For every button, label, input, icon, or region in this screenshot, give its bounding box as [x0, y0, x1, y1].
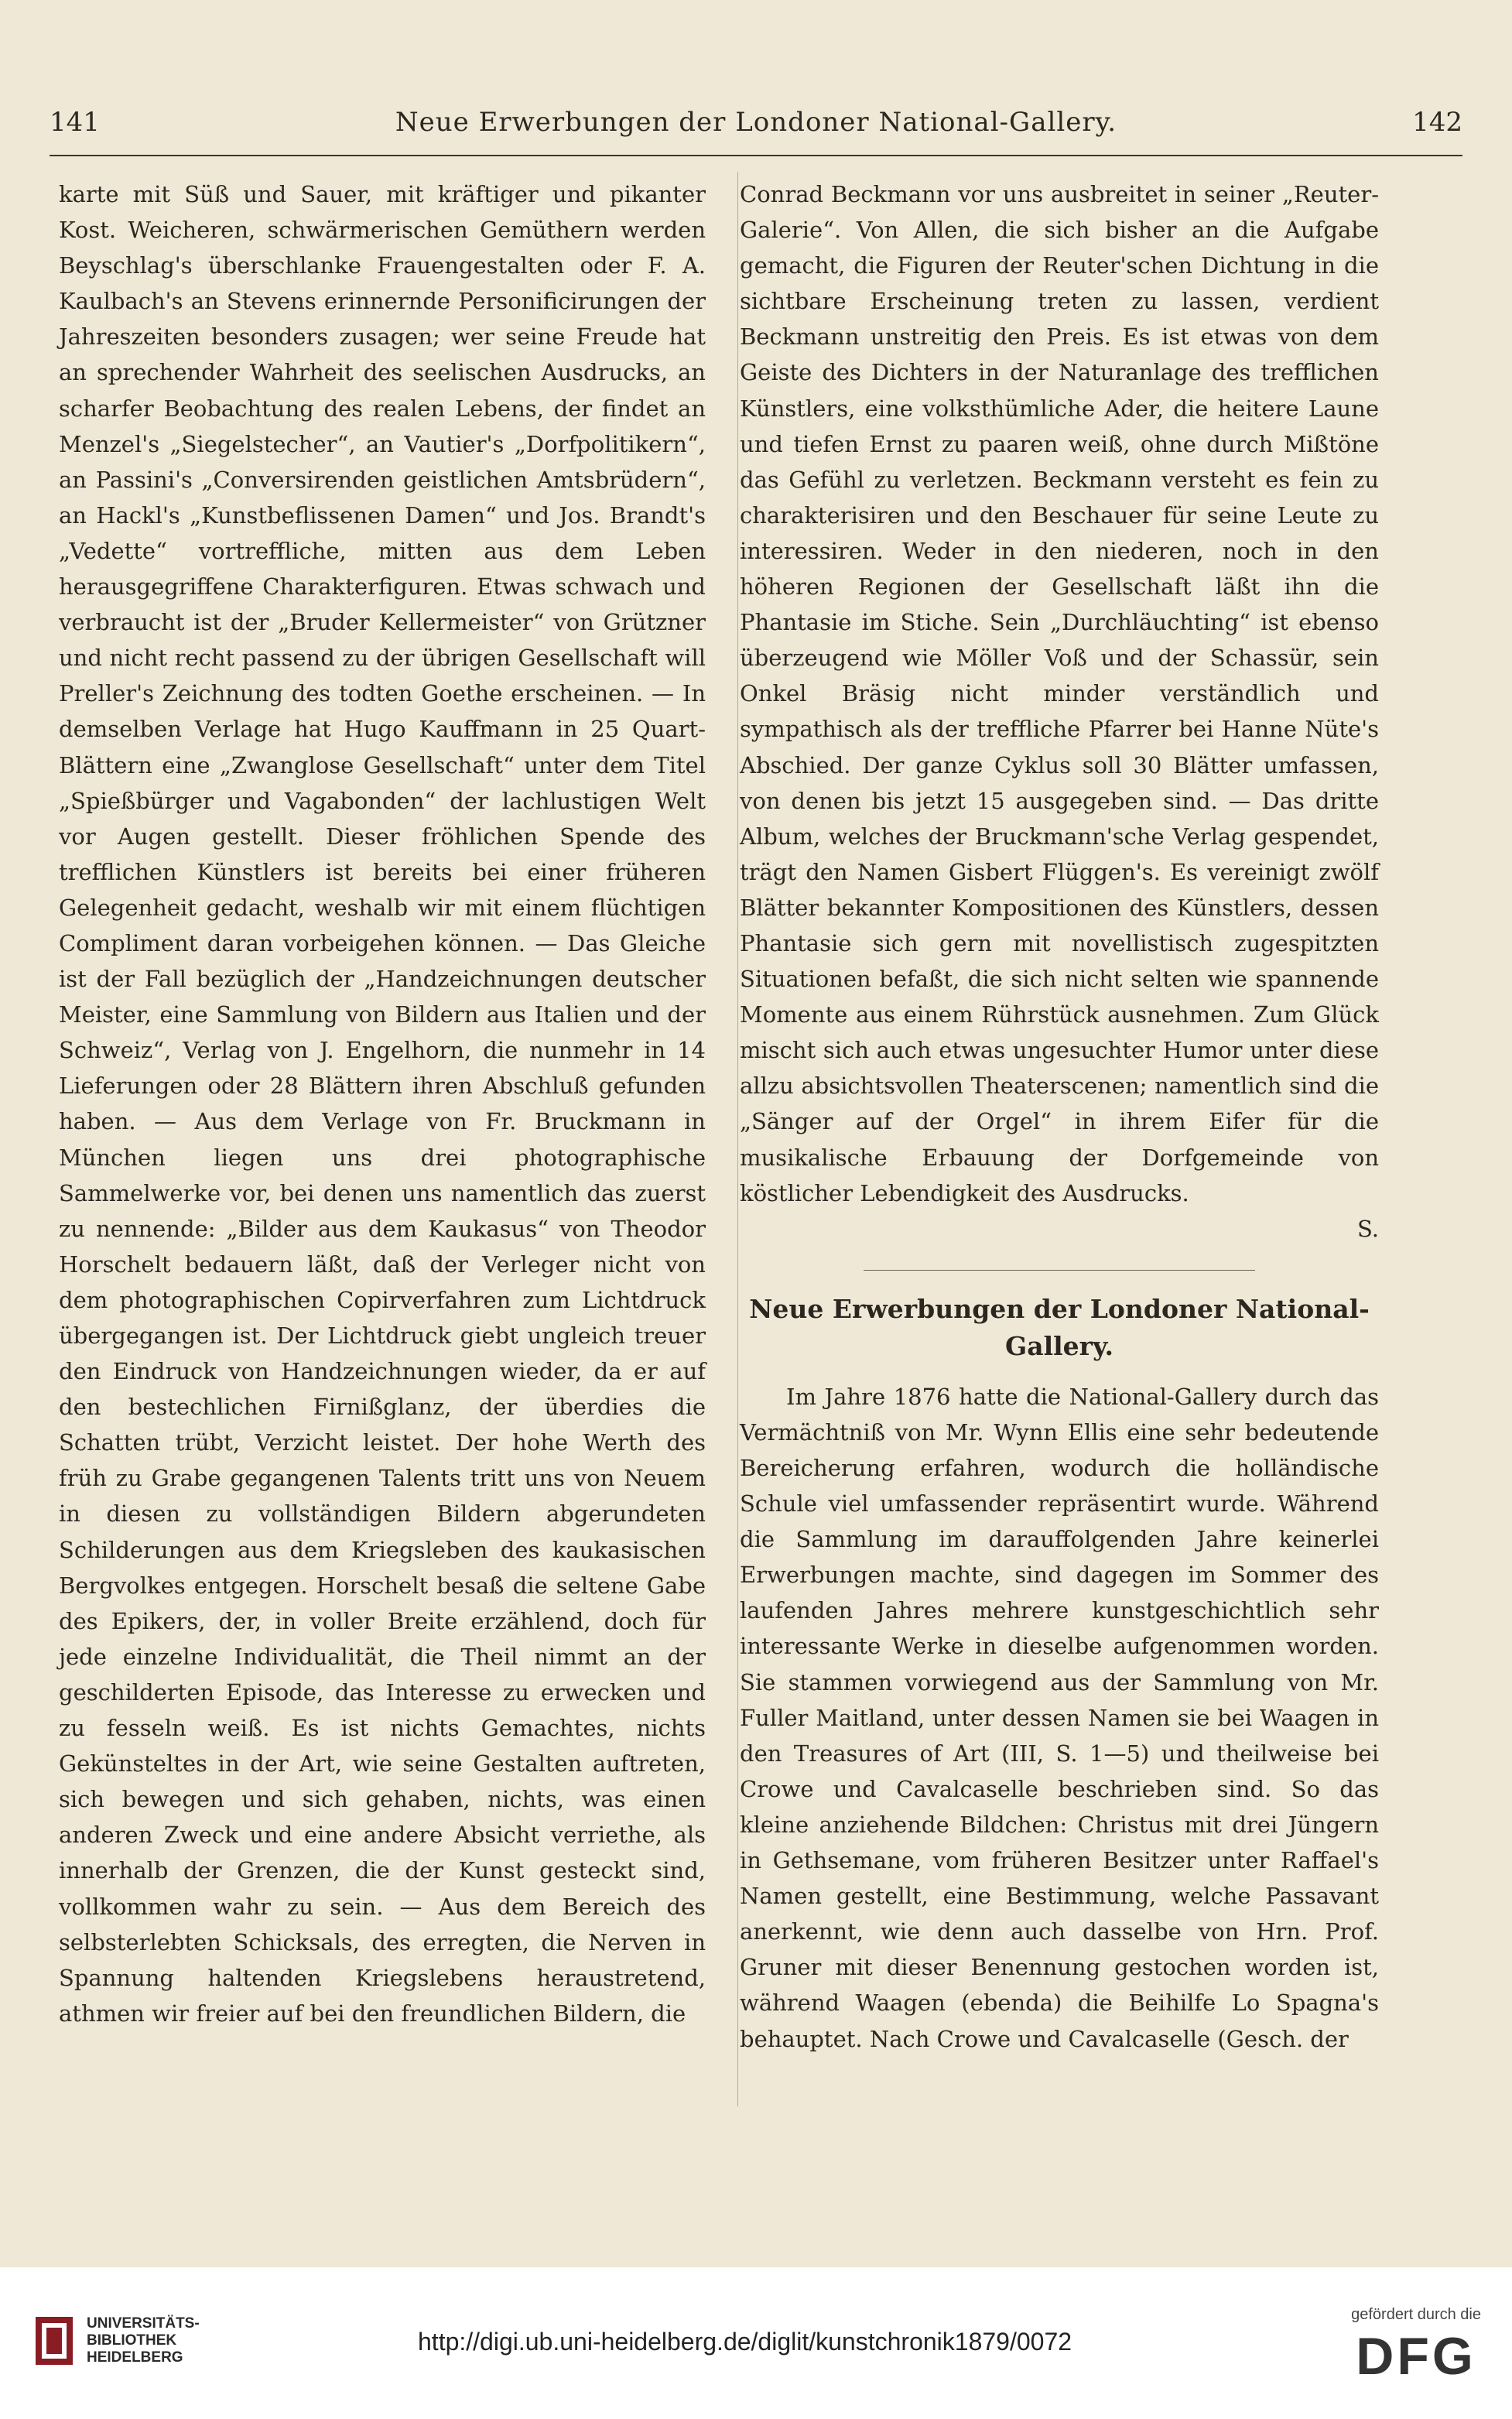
- library-name-line3: HEIDELBERG: [87, 2349, 183, 2366]
- right-paragraph-1: Conrad Beckmann vor uns ausbreitet in seiner „Reuter-Galerie“. Von Allen, die sich bisher an die Aufgabe gemacht, die Figuren der Reuter'schen Dichtung in die sichtbare Erscheinung treten zu lassen, verdient Beckmann unstreitig den Preis. Es ist etwas von dem Geiste des Dichters in der Naturanlage des trefflichen Künstlers, eine volksthümliche Ader, die heitere Laune und tiefen Ernst zu paaren weiß, ohne durch Mißtöne das Gefühl zu verletzen. Beckmann versteht es fein zu charakterisiren und den Beschauer für seine Leute zu interessiren. Weder in den niederen, noch in den höheren Regionen der Gesellschaft läßt ihn die Phantasie im Stiche. Sein „Durchläuchting“ ist ebenso überzeugend wie Möller Voß und der Schassür, sein Onkel Bräsig nicht minder verständlich und sympathisch als der treffliche Pfarrer bei Hanne Nüte's Abschied. Der ganze Cyklus soll 30 Blätter umfassen, von denen bis jetzt 15 ausgegeben sind. — Das dritte Album, welches der Bruckmann'sche Verlag gespendet, trägt den Namen Gisbert Flüggen's. Es vereinigt zwölf Blätter bekannter Kompositionen des Künstlers, dessen Phantasie sich gern mit novellistisch zugespitzten Situationen befaßt, die sich nicht selten wie spannende Momente aus einem Rührstück ausnehmen. Zum Glück mischt sich auch etwas ungesuchter Humor unter diese allzu absichtsvollen Theaterscenen; namentlich sind die „Sänger auf der Orgel“ in ihrem Eifer für die musikalische Erbauung der Dorfgemeinde von köstlicher Lebendigkeit des Ausdrucks.: [740, 181, 1379, 1206]
- funder-block[interactable]: [1351, 2306, 1481, 2384]
- section-title: Neue Erwerbungen der Londoner National-Gallery.: [749, 1293, 1370, 1361]
- right-column: [740, 176, 1379, 2057]
- author-signature: S.: [1356, 1215, 1379, 1242]
- right-paragraph-2: Im Jahre 1876 hatte die National-Gallery durch das Vermächtniß von Mr. Wynn Ellis eine sehr bedeutende Bereicherung erfahren, wodurch die holländische Schule viel umfassender repräsentirt wurde. Während die Sammlung im darauffolgenden Jahre keinerlei Erwerbungen machte, sind dagegen im Sommer des laufenden Jahres mehrere kunstgeschichtlich sehr interessante Werke in dieselbe aufgenommen worden. Sie stammen vorwiegend aus der Sammlung von Mr. Fuller Maitland, unter dessen Namen sie bei Waagen in den Treasures of Art (III, S. 1—5) und theilweise bei Crowe und Cavalcaselle beschrieben sind. So das kleine anziehende Bildchen: Christus mit drei Jüngern in Gethsemane, vom früheren Besitzer unter Raffael's Namen gestellt, eine Bestimmung, welche Passavant anerkennt, wie denn auch dasselbe von Hrn. Prof. Gruner mit dieser Benennung gestochen worden ist, während Waagen (ebenda) die Beihilfe Lo Spagna's behauptet. Nach Crowe und Cavalcaselle (Gesch. der: [740, 1383, 1379, 2052]
- running-title: Neue Erwerbungen der Londoner National-Gallery.: [395, 107, 1117, 138]
- page-number-left: 141: [50, 107, 100, 138]
- university-seal-icon: [34, 2315, 74, 2366]
- footer-bar: [0, 2267, 1512, 2419]
- university-library-logo[interactable]: [34, 2315, 200, 2366]
- column-divider: [737, 172, 738, 2106]
- left-column-text: karte mit Süß und Sauer, mit kräftiger und pikanter Kost. Weicheren, schwärmerischen Gemüthern werden Beyschlag's überschlanke Frauengestalten oder F. A. Kaulbach's an Stevens erinnernde Personificirungen der Jahreszeiten besonders zusagen; wer seine Freude hat an sprechender Wahrheit des seelischen Ausdrucks, an scharfer Beobachtung des realen Lebens, der findet an Menzel's „Siegelstecher“, an Vautier's „Dorfpolitikern“, an Passini's „Conversirenden geistlichen Amtsbrüdern“, an Hackl's „Kunstbeflissenen Damen“ und Jos. Brandt's „Vedette“ vortreffliche, mitten aus dem Leben herausgegriffene Charakterfiguren. Etwas schwach und verbraucht ist der „Bruder Kellermeister“ von Grützner und nicht recht passend zu der übrigen Gesellschaft will Preller's Zeichnung des todten Goethe erscheinen. — In demselben Verlage hat Hugo Kauffmann in 25 Quart-Blättern eine „Zwanglose Gesellschaft“ unter dem Titel „Spießbürger und Vagabonden“ der lachlustigen Welt vor Augen gestellt. Dieser fröhlichen Spende des trefflichen Künstlers ist bereits bei einer früheren Gelegenheit gedacht, weshalb wir mit einem flüchtigen Compliment daran vorbeigehen können. — Das Gleiche ist der Fall bezüglich der „Handzeichnungen deutscher Meister, eine Sammlung von Bildern aus Italien und der Schweiz“, Verlag von J. Engelhorn, die nunmehr in 14 Lieferungen oder 28 Blättern ihren Abschluß gefunden haben. — Aus dem Verlage von Fr. Bruckmann in München liegen uns drei photographische Sammelwerke vor, bei denen uns namentlich das zuerst zu nennende: „Bilder aus dem Kaukasus“ von Theodor Horschelt bedauern läßt, daß der Verleger nicht von dem photographischen Copirverfahren zum Lichtdruck übergegangen ist. Der Lichtdruck giebt ungleich treuer den Eindruck von Handzeichnungen wieder, da er auf den bestechlichen Firnißglanz, der überdies die Schatten trübt, Verzicht leistet. Der hohe Werth des früh zu Grabe gegangenen Talents tritt uns von Neuem in diesen zu vollständigen Bildern abgerundeten Schilderungen aus dem Kriegsleben des kaukasischen Bergvolkes entgegen. Horschelt besaß die seltene Gabe des Epikers, der, in voller Breite erzählend, doch für jede einzelne Individualität, die Theil nimmt an der geschilderten Episode, das Interesse zu erwecken und zu fesseln weiß. Es ist nichts Gemachtes, nichts Gekünsteltes in der Art, wie seine Gestalten auftreten, sich bewegen und sich gehaben, nichts, was einen anderen Zweck und eine andere Absicht verriethe, als innerhalb der Grenzen, die der Kunst gesteckt sind, vollkommen wahr zu sein. — Aus dem Bereich des selbsterlebten Schicksals, des erregten, die Nerven in Spannung haltenden Kriegslebens heraustretend, athmen wir freier auf bei den freundlichen Bildern, die: [59, 181, 706, 2027]
- section-divider: [864, 1270, 1255, 1271]
- library-name-line1: UNIVERSITÄTS-: [87, 2315, 200, 2332]
- page-header: [50, 99, 1462, 145]
- dfg-logo: DFG: [1356, 2327, 1476, 2386]
- funding-note: gefördert durch die: [1351, 2306, 1481, 2323]
- permalink-url[interactable]: http://digi.ub.uni-heidelberg.de/diglit/kunstchronik1879/0072: [418, 2328, 1072, 2356]
- header-rule: [50, 155, 1462, 156]
- library-name-line2: BIBLIOTHEK: [87, 2332, 177, 2349]
- page-number-right: 142: [1412, 107, 1462, 138]
